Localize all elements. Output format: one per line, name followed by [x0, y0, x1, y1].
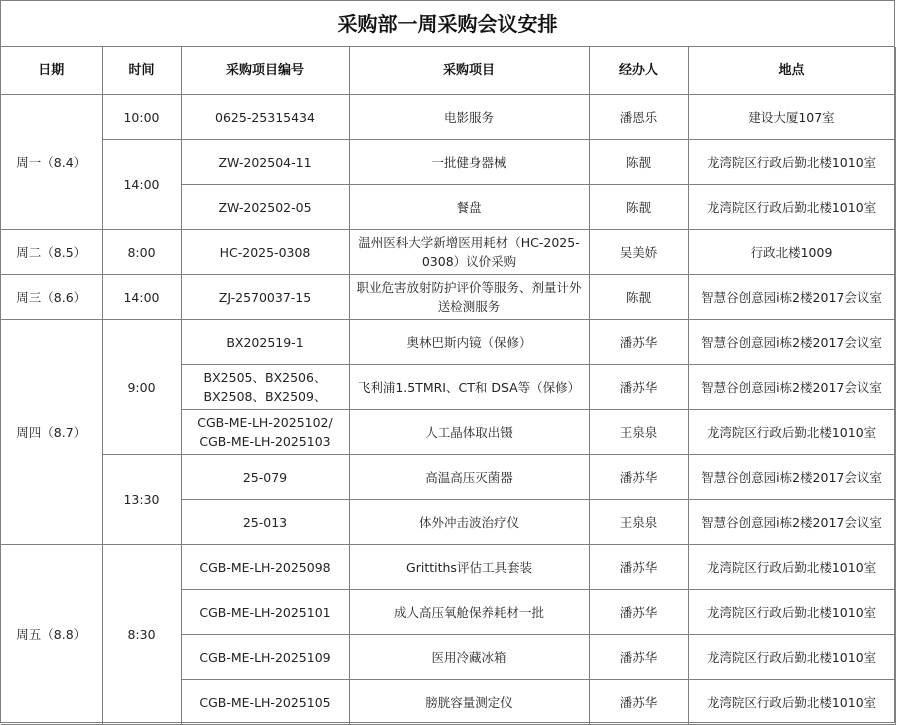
location-cell: 智慧谷创意园i栋2楼2017会议室: [688, 320, 895, 365]
handler-cell: 潘恩乐: [589, 95, 688, 140]
project-cell: 高温高压灭菌器: [349, 455, 589, 500]
header-location: 地点: [688, 47, 895, 95]
code-cell: BX202519-1: [181, 320, 349, 365]
handler-cell: 潘苏华: [589, 545, 688, 590]
page-title: 采购部一周采购会议安排: [1, 1, 894, 47]
code-cell: CGB-ME-LH-2025101: [181, 590, 349, 635]
code-cell: BX2505、BX2506、BX2508、BX2509、: [181, 365, 349, 410]
location-cell: 建设大厦107室: [688, 95, 895, 140]
table-row: [1, 455, 895, 500]
location-cell: 智慧谷创意园i栋2楼2017会议室: [688, 500, 895, 545]
handler-cell: 王泉泉: [589, 500, 688, 545]
table-row: [1, 275, 895, 320]
date-cell: 周五（8.8）: [1, 545, 102, 725]
project-cell: 飞利浦1.5TMRI、CT和 DSA等（保修）: [349, 365, 589, 410]
location-cell: 智慧谷创意园i栋2楼2017会议室: [688, 455, 895, 500]
handler-cell: 潘苏华: [589, 635, 688, 680]
handler-cell: 陈靓: [589, 185, 688, 230]
time-cell: 14:00: [102, 275, 181, 320]
header-date: 日期: [1, 47, 102, 95]
code-cell: HC-2025-0308: [181, 230, 349, 275]
code-cell: 25-013: [181, 500, 349, 545]
location-cell: 行政北楼1009: [688, 230, 895, 275]
header-row: [1, 47, 895, 95]
project-cell: Grittiths评估工具套装: [349, 545, 589, 590]
handler-cell: 吴美娇: [589, 230, 688, 275]
date-cell: 周二（8.5）: [1, 230, 102, 275]
table-row: [1, 230, 895, 275]
location-cell: 龙湾院区行政后勤北楼1010室: [688, 545, 895, 590]
project-cell: 成人高压氧舱保养耗材一批: [349, 590, 589, 635]
handler-cell: 潘苏华: [589, 590, 688, 635]
code-cell: CGB-ME-LH-2025102/ CGB-ME-LH-2025103: [181, 410, 349, 455]
date-cell: 周四（8.7）: [1, 320, 102, 545]
table-row: [1, 320, 895, 365]
handler-cell: 陈靓: [589, 275, 688, 320]
code-cell: ZJ-2570037-15: [181, 275, 349, 320]
handler-cell: 潘苏华: [589, 680, 688, 725]
code-cell: 25-079: [181, 455, 349, 500]
project-cell: 一批健身器械: [349, 140, 589, 185]
location-cell: 智慧谷创意园i栋2楼2017会议室: [688, 365, 895, 410]
header-time: 时间: [102, 47, 181, 95]
table-row: [1, 95, 895, 140]
schedule-table: [1, 47, 896, 725]
code-cell: ZW-202502-05: [181, 185, 349, 230]
date-cell: 周一（8.4）: [1, 95, 102, 230]
table-row: [1, 140, 895, 185]
project-cell: 餐盘: [349, 185, 589, 230]
project-cell: 膀胱容量测定仪: [349, 680, 589, 725]
handler-cell: 潘苏华: [589, 455, 688, 500]
location-cell: 龙湾院区行政后勤北楼1010室: [688, 635, 895, 680]
table-row: [1, 545, 895, 590]
time-cell: 9:00: [102, 320, 181, 455]
time-cell: 10:00: [102, 95, 181, 140]
header-handler: 经办人: [589, 47, 688, 95]
location-cell: 龙湾院区行政后勤北楼1010室: [688, 680, 895, 725]
project-cell: 电影服务: [349, 95, 589, 140]
handler-cell: 潘苏华: [589, 365, 688, 410]
project-cell: 职业危害放射防护评价等服务、剂量计外送检测服务: [349, 275, 589, 320]
time-cell: 13:30: [102, 455, 181, 545]
handler-cell: 陈靓: [589, 140, 688, 185]
location-cell: 龙湾院区行政后勤北楼1010室: [688, 185, 895, 230]
time-cell: 14:00: [102, 140, 181, 230]
project-cell: 体外冲击波治疗仪: [349, 500, 589, 545]
handler-cell: 潘苏华: [589, 320, 688, 365]
time-cell: 8:00: [102, 230, 181, 275]
code-cell: ZW-202504-11: [181, 140, 349, 185]
code-cell: CGB-ME-LH-2025105: [181, 680, 349, 725]
location-cell: 龙湾院区行政后勤北楼1010室: [688, 590, 895, 635]
location-cell: 龙湾院区行政后勤北楼1010室: [688, 410, 895, 455]
project-cell: 医用冷藏冰箱: [349, 635, 589, 680]
time-cell: 8:30: [102, 545, 181, 725]
code-cell: CGB-ME-LH-2025098: [181, 545, 349, 590]
location-cell: 智慧谷创意园i栋2楼2017会议室: [688, 275, 895, 320]
date-cell: 周三（8.6）: [1, 275, 102, 320]
code-cell: 0625-25315434: [181, 95, 349, 140]
location-cell: 龙湾院区行政后勤北楼1010室: [688, 140, 895, 185]
project-cell: 温州医科大学新增医用耗材（HC-2025-0308）议价采购: [349, 230, 589, 275]
header-project-code: 采购项目编号: [181, 47, 349, 95]
header-project: 采购项目: [349, 47, 589, 95]
project-cell: 奥林巴斯内镜（保修）: [349, 320, 589, 365]
code-cell: CGB-ME-LH-2025109: [181, 635, 349, 680]
handler-cell: 王泉泉: [589, 410, 688, 455]
project-cell: 人工晶体取出镊: [349, 410, 589, 455]
